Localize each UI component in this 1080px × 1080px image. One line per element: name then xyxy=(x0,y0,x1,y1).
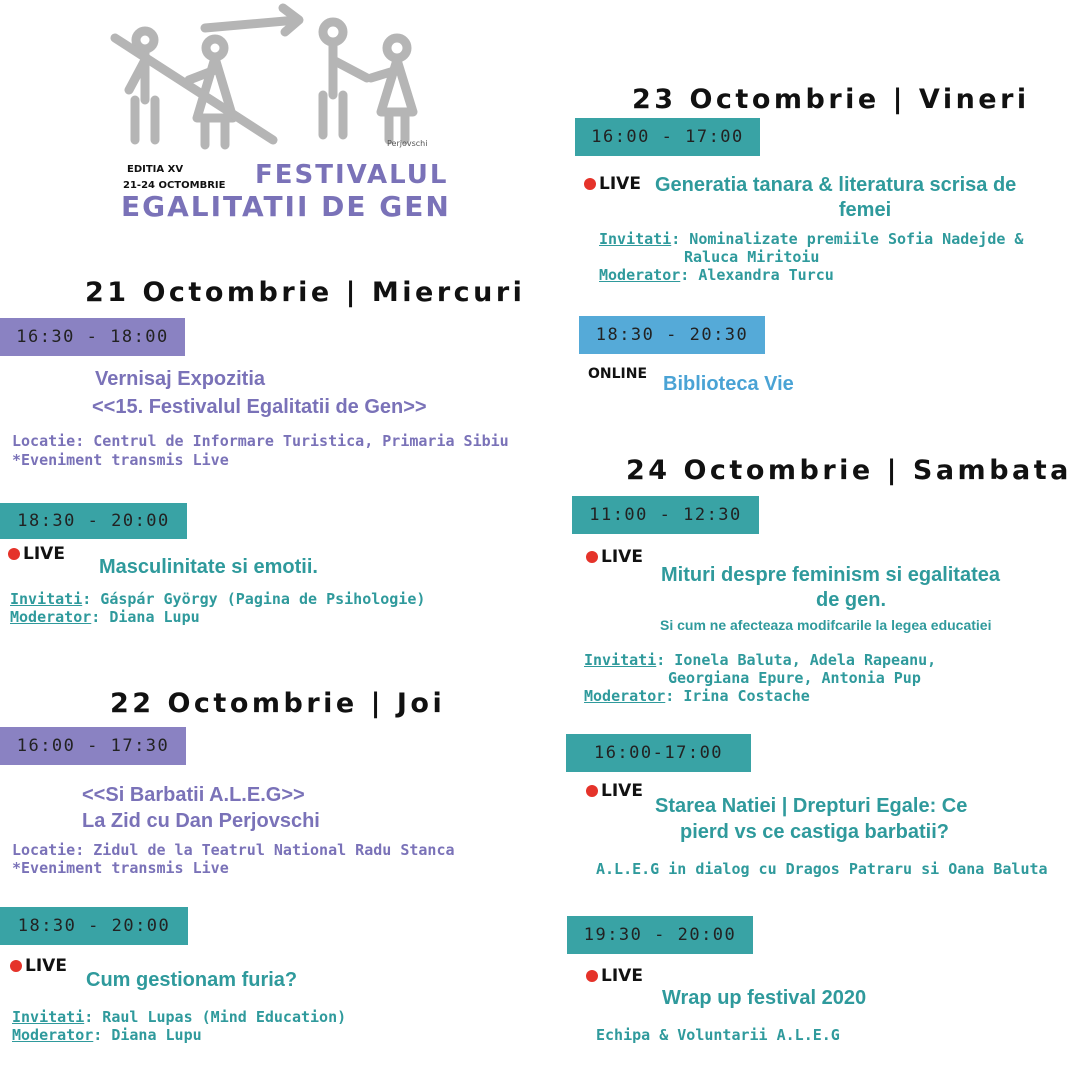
event-guests-continued: Raluca Miritoiu xyxy=(684,248,820,266)
logo-edition: EDITIA XV xyxy=(127,164,184,175)
live-dot-icon xyxy=(8,548,20,560)
guests-value: Gáspár György (Pagina de Psihologie) xyxy=(91,590,426,608)
event-time-badge: 19:30 - 20:00 xyxy=(567,916,753,954)
guests-label: Invitati xyxy=(584,651,657,669)
event-title: Vernisaj Expozitia xyxy=(94,368,266,390)
event-location: Locatie: Zidul de la Teatrul National Radu Stanca xyxy=(12,841,455,859)
live-label: LIVE xyxy=(25,956,67,976)
day-heading-24: 24 Octombrie | Sambata xyxy=(626,455,1072,486)
live-badge xyxy=(586,547,643,567)
event-title: de gen. xyxy=(815,589,886,611)
live-dot-icon xyxy=(586,785,598,797)
live-badge xyxy=(8,544,65,564)
label-separator: : xyxy=(84,1008,94,1026)
guests-label: Invitati xyxy=(10,590,83,608)
day-heading-21: 21 Octombrie | Miercuri xyxy=(85,277,526,308)
event-time-badge: 16:30 - 18:00 xyxy=(0,318,185,356)
live-badge xyxy=(586,781,643,801)
live-label: LIVE xyxy=(599,174,641,194)
logo-title-line1: FESTIVALUL xyxy=(255,160,449,190)
live-label: LIVE xyxy=(601,547,643,567)
event-guests xyxy=(10,590,425,608)
event-guests-continued: Georgiana Epure, Antonia Pup xyxy=(668,669,921,687)
event-moderator xyxy=(12,1026,202,1044)
moderator-value: Alexandra Turcu xyxy=(689,266,834,284)
event-title: Mituri despre feminism si egalitatea xyxy=(661,564,1000,586)
event-title: femei xyxy=(838,199,892,221)
live-badge xyxy=(10,956,67,976)
moderator-value: Irina Costache xyxy=(674,687,810,705)
event-time-badge: 11:00 - 12:30 xyxy=(572,496,759,534)
event-title: Starea Natiei | Drepturi Egale: Ce xyxy=(655,795,968,817)
live-badge xyxy=(586,966,643,986)
event-title: <<15. Festivalul Egalitatii de Gen>> xyxy=(92,396,427,418)
event-moderator xyxy=(584,687,810,705)
event-title: Biblioteca Vie xyxy=(663,373,794,395)
guests-value: Ionela Baluta, Adela Rapeanu, xyxy=(665,651,937,669)
logo-drawing xyxy=(105,0,428,150)
online-badge: ONLINE xyxy=(588,366,648,382)
live-label: LIVE xyxy=(23,544,65,564)
day-heading-23: 23 Octombrie | Vineri xyxy=(632,84,1030,115)
label-separator: : xyxy=(671,230,681,248)
label-separator: : xyxy=(680,266,690,284)
event-title: Wrap up festival 2020 xyxy=(662,987,867,1009)
logo-signature: Perjovschi xyxy=(387,139,428,148)
live-dot-icon xyxy=(10,960,22,972)
event-guests xyxy=(12,1008,346,1026)
event-title: Generatia tanara & literatura scrisa de xyxy=(655,174,1017,196)
guests-value: Nominalizate premiile Sofia Nadejde & xyxy=(680,230,1024,248)
event-time-badge: 18:30 - 20:00 xyxy=(0,503,187,539)
event-guests xyxy=(584,651,936,669)
moderator-label: Moderator xyxy=(584,687,666,705)
event-title: Masculinitate si emotii. xyxy=(99,556,318,578)
event-info: Echipa & Voluntarii A.L.E.G xyxy=(596,1026,840,1044)
event-info: A.L.E.G in dialog cu Dragos Patraru si Oana Baluta xyxy=(596,860,1048,878)
moderator-value: Diana Lupu xyxy=(100,608,200,626)
label-separator: : xyxy=(665,687,675,705)
event-subtitle: Si cum ne afecteaza modifcarile la legea educatiei xyxy=(660,617,992,633)
event-title: pierd vs ce castiga barbatii? xyxy=(680,821,949,843)
label-separator: : xyxy=(656,651,666,669)
event-time-badge: 18:30 - 20:00 xyxy=(0,907,188,945)
guests-value: Raul Lupas (Mind Education) xyxy=(93,1008,347,1026)
live-dot-icon xyxy=(586,970,598,982)
live-label: LIVE xyxy=(601,781,643,801)
event-note: *Eveniment transmis Live xyxy=(12,859,229,877)
live-badge xyxy=(584,174,641,194)
label-separator: : xyxy=(82,590,92,608)
live-dot-icon xyxy=(586,551,598,563)
event-time-badge: 16:00-17:00 xyxy=(566,734,751,772)
event-time-badge: 18:30 - 20:30 xyxy=(579,316,765,354)
moderator-label: Moderator xyxy=(599,266,681,284)
event-time-badge: 16:00 - 17:00 xyxy=(575,118,760,156)
event-moderator xyxy=(10,608,200,626)
event-guests xyxy=(599,230,1023,248)
event-moderator xyxy=(599,266,834,284)
event-title: Cum gestionam furia? xyxy=(86,969,298,991)
logo-title-line2: EGALITATII DE GEN xyxy=(121,190,451,223)
festival-logo xyxy=(105,0,451,230)
guests-label: Invitati xyxy=(12,1008,85,1026)
moderator-label: Moderator xyxy=(12,1026,94,1044)
event-note: *Eveniment transmis Live xyxy=(12,451,229,469)
label-separator: : xyxy=(93,1026,103,1044)
moderator-label: Moderator xyxy=(10,608,92,626)
event-time-badge: 16:00 - 17:30 xyxy=(0,727,186,765)
live-dot-icon xyxy=(584,178,596,190)
day-heading-22: 22 Octombrie | Joi xyxy=(110,688,446,719)
label-separator: : xyxy=(91,608,101,626)
live-label: LIVE xyxy=(601,966,643,986)
guests-label: Invitati xyxy=(599,230,672,248)
event-title: <<Si Barbatii A.L.E.G>> xyxy=(82,784,305,806)
event-location: Locatie: Centrul de Informare Turistica, Primaria Sibiu xyxy=(12,432,509,450)
logo-dates: 21-24 OCTOMBRIE xyxy=(123,180,226,191)
event-title: La Zid cu Dan Perjovschi xyxy=(82,810,320,832)
moderator-value: Diana Lupu xyxy=(102,1026,202,1044)
